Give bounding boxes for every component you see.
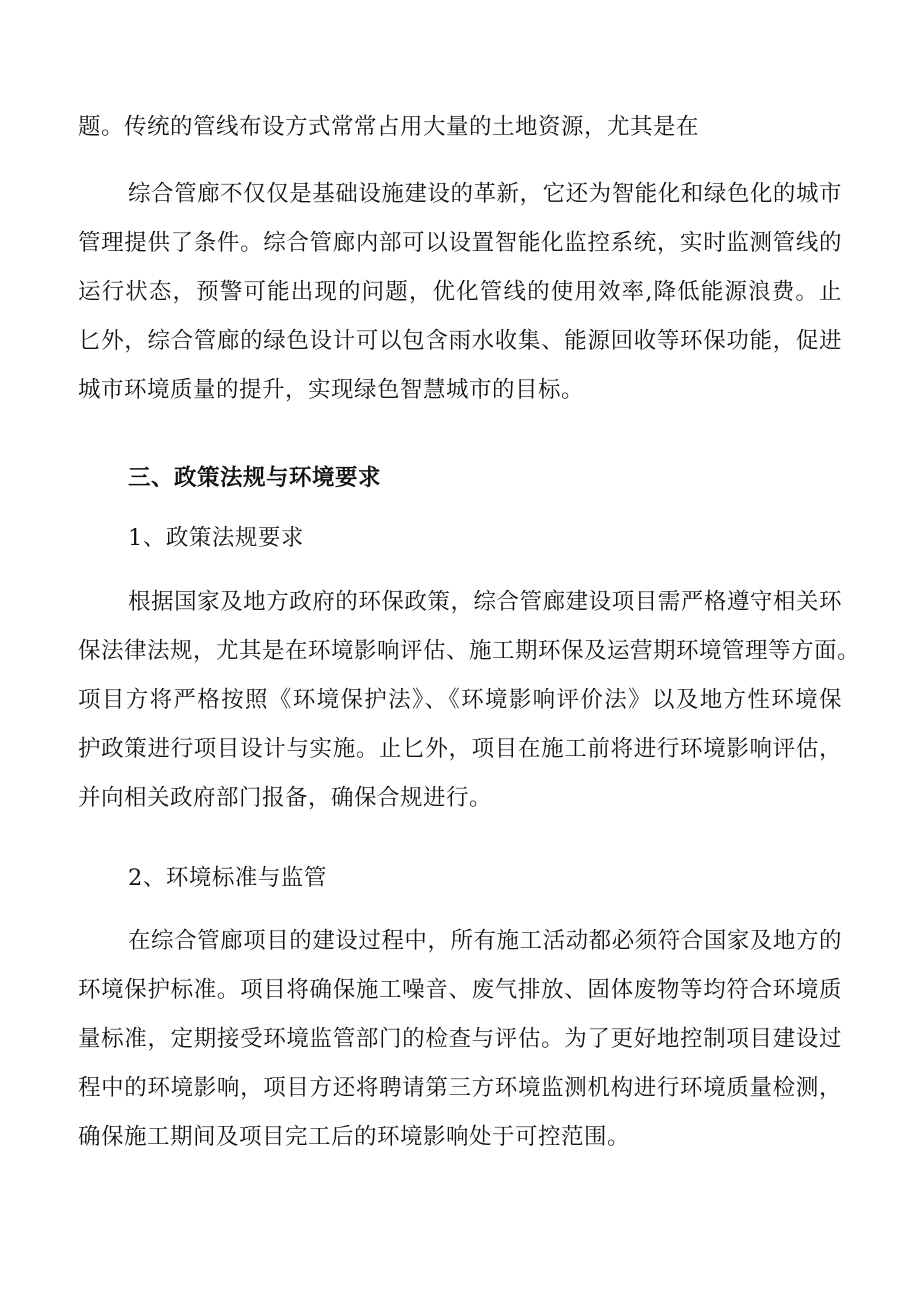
paragraph-line: 在综合管廊项目的建设过程中，所有施工活动都必须符合国家及地方的 (128, 928, 842, 954)
paragraph-continuation (78, 103, 842, 152)
paragraph-smart-green (78, 170, 842, 415)
paragraph-line: 环境保护标准。项目将确保施工噪音、废气排放、固体废物等均符合环境质 (78, 977, 842, 1003)
paragraph-line: 根据国家及地方政府的环保政策，综合管廊建设项目需严格遵守相关环 (128, 589, 842, 615)
paragraph-line: 保法律法规，尤其是在环境影响评估、施工期环保及运营期环境管理等方面。 (78, 638, 861, 664)
paragraph-line: 并向相关政府部门报备，确保合规进行。 (78, 785, 493, 811)
subsection-heading: 1、政策法规要求 (128, 525, 304, 551)
paragraph-line: 城市环境质量的提升，实现绿色智慧城市的目标。 (78, 377, 585, 403)
subsection-heading: 2、环境标准与监管 (128, 865, 327, 891)
paragraph-line: 程中的环境影响，项目方还将聘请第三方环境监测机构进行环境质量检测， (78, 1075, 842, 1101)
paragraph-policy (78, 578, 861, 823)
paragraph-line: 护政策进行项目设计与实施。止匕外，项目在施工前将进行环境影响评估， (78, 736, 842, 762)
paragraph-line: 匕外，综合管廊的绿色设计可以包含雨水收集、能源回收等环保功能，促进 (78, 328, 842, 354)
paragraph-standards (78, 917, 842, 1162)
paragraph-line: 题。传统的管线布设方式常常占用大量的土地资源，尤其是在 (78, 114, 700, 140)
section-heading: 三、政策法规与环境要求 (128, 465, 382, 491)
paragraph-line: 综合管廊不仅仅是基础设施建设的革新，它还为智能化和绿色化的城市 (128, 181, 842, 207)
paragraph-line: 项目方将严格按照《环境保护法》、《环境影响评价法》以及地方性环境保 (78, 687, 842, 713)
paragraph-line: 确保施工期间及项目完工后的环境影响处于可控范围。 (78, 1124, 631, 1150)
paragraph-line: 运行状态，预警可能出现的问题，优化管线的使用效率,降低能源浪费。止 (78, 279, 842, 305)
paragraph-line: 管理提供了条件。综合管廊内部可以设置智能化监控系统，实时监测管线的 (78, 230, 842, 256)
paragraph-line: 量标准，定期接受环境监管部门的检查与评估。为了更好地控制项目建设过 (78, 1026, 842, 1052)
